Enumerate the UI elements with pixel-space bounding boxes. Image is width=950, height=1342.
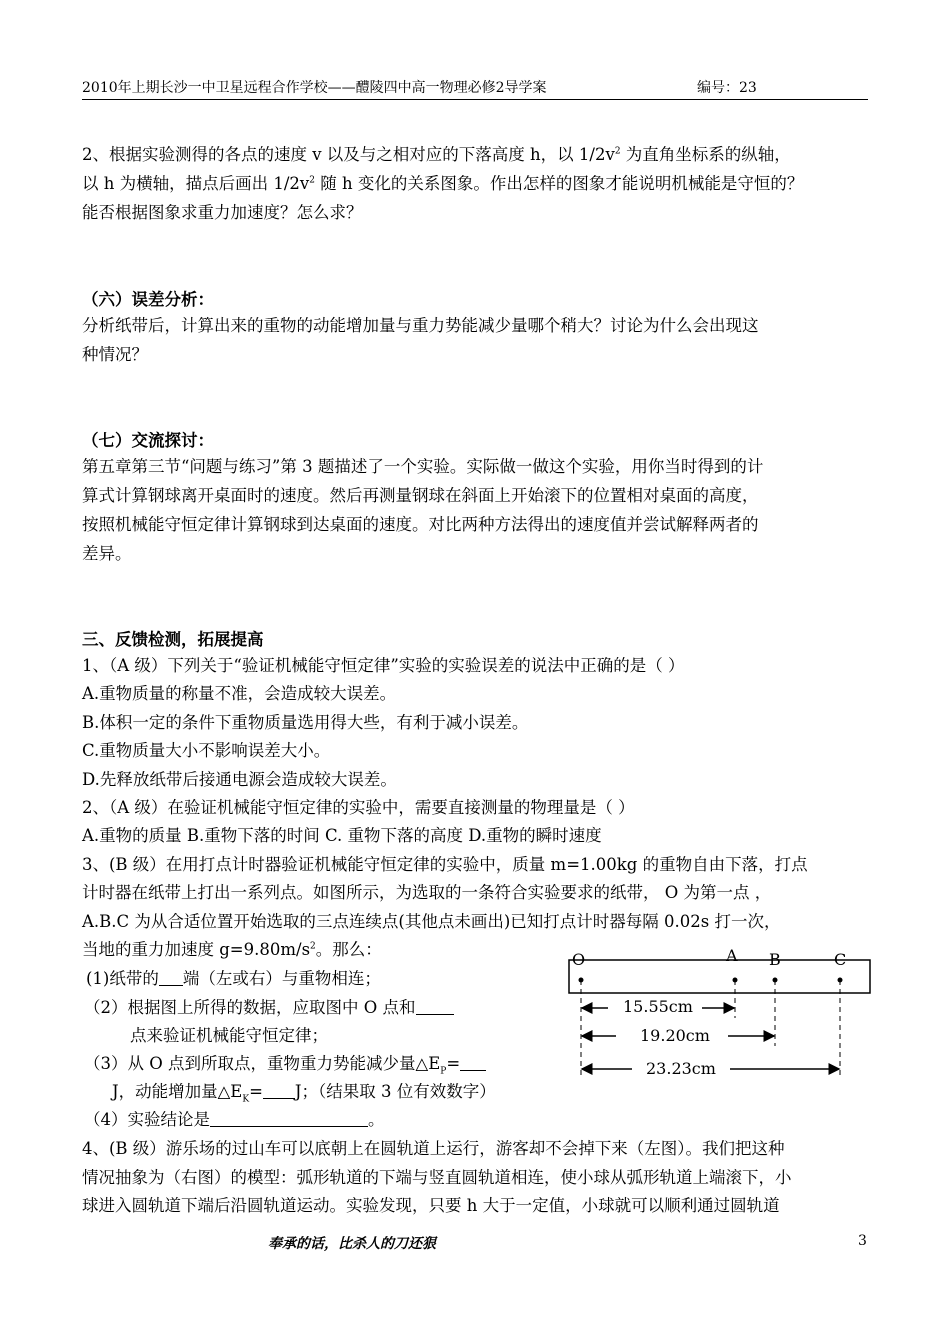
distance-ob: 19.20cm: [640, 1026, 710, 1045]
section-3-title: 三、反馈检测，拓展提高: [82, 630, 264, 649]
q3-part-4: （4）实验结论是 。: [84, 1110, 385, 1129]
answer-blank[interactable]: [210, 1110, 368, 1127]
q4-line-2: 情况抽象为（右图）的模型：弧形轨道的下端与竖直圆轨道相连，使小球从弧形轨道上端滚下，小: [82, 1168, 792, 1187]
q3-line-3: A.B.C 为从合适位置开始选取的三点连续点(其他点未画出)已知打点计时器每隔 0.02s 打一次，: [82, 912, 781, 931]
q2-stem: 2、（A 级）在验证机械能守恒定律的实验中，需要直接测量的物理量是（ ）: [82, 798, 635, 817]
page-header: [82, 77, 868, 100]
q3-part-2a: （2）根据图上所得的数据，应取图中 O 点和: [84, 998, 454, 1018]
q1-option-c: C.重物质量大小不影响误差大小。: [82, 741, 331, 760]
q3-part-2b: 点来验证机械能守恒定律；: [130, 1026, 328, 1045]
answer-blank[interactable]: [263, 1082, 295, 1099]
q1-option-b: B.体积一定的条件下重物质量选用得大些，有利于减小误差。: [82, 713, 529, 732]
section-6-line-2: 种情况？: [82, 345, 148, 364]
q3-part-1: (1)纸带的 端（左或右）与重物相连；: [86, 969, 381, 988]
section-7-line-4: 差异。: [82, 544, 132, 563]
section-7-line-1: 第五章第三节“问题与练习”第 3 题描述了一个实验。实际做一做这个实验，用你当时得到的计: [82, 457, 764, 476]
section-7-line-3: 按照机械能守恒定律计算钢球到达桌面的速度。对比两种方法得出的速度值并尝试解释两者的: [82, 515, 759, 534]
distance-oa: 15.55cm: [623, 997, 693, 1016]
answer-blank[interactable]: [460, 1054, 486, 1071]
q3-line-1: 3、(B 级）在用打点计时器验证机械能守恒定律的实验中，质量 m=1.00kg 的重物自由下落，打点: [82, 855, 808, 874]
q2-line-1: 2、根据实验测得的各点的速度 v 以及与之相对应的下落高度 h，以 $1/2v^2$ 为直角坐标系的纵轴，: [82, 145, 791, 164]
distance-oc: 23.23cm: [646, 1059, 716, 1078]
q4-line-1: 4、(B 级）游乐场的过山车可以底朝上在圆轨道上运行，游客却不会掉下来（左图）。我们把这种: [82, 1139, 785, 1158]
paper-tape: [569, 960, 870, 993]
q1-option-d: D.先释放纸带后接通电源会造成较大误差。: [82, 770, 397, 789]
answer-blank[interactable]: [416, 998, 454, 1015]
q3-part-3a: （3）从 O 点到所取点，重物重力势能减少量$\triangle E_P=$: [84, 1054, 486, 1074]
q3-line-2: 计时器在纸带上打出一系列点。如图所示，为选取的一条符合实验要求的纸带， O 为第一点 ，: [82, 883, 772, 902]
header-number: 编号：23: [697, 80, 757, 96]
q4-line-3: 球进入圆轨道下端后沿圆轨道运动。实验发现，只要 h 大于一定值，小球就可以顺利通过圆轨道: [82, 1196, 780, 1215]
paper-tape-figure: [560, 946, 880, 1090]
q3-line-4: 当地的重力加速度 $g=9.80m/s^2$。那么：: [82, 940, 382, 959]
label-c: C: [834, 950, 847, 969]
answer-blank[interactable]: [159, 969, 183, 986]
q2-options: A.重物的质量 B.重物下落的时间 C. 重物下落的高度 D.重物的瞬时速度: [82, 826, 602, 845]
header-title: 2010年上期长沙一中卫星远程合作学校——醴陵四中高一物理必修2导学案: [82, 80, 547, 96]
label-o: O: [572, 950, 586, 969]
q1-stem: 1、（A 级）下列关于“验证机械能守恒定律”实验的实验误差的说法中正确的是（ ）: [82, 656, 685, 675]
section-6-title: （六）误差分析：: [82, 290, 214, 309]
q2-line-3: 能否根据图象求重力加速度？怎么求？: [82, 203, 363, 222]
page-number: 3: [858, 1233, 867, 1249]
q2-line-2: 以 h 为横轴，描点后画出 $1/2v^2$ 随 h 变化的关系图象。作出怎样的图象才能说明机械能是守恒的？: [82, 174, 804, 193]
label-b: B: [769, 950, 781, 969]
section-6-line-1: 分析纸带后，计算出来的重物的动能增加量与重力势能减少量哪个稍大？讨论为什么会出现这: [82, 316, 759, 335]
paper-tape-diagram: [560, 950, 880, 1090]
section-7-title: （七）交流探讨：: [82, 431, 214, 450]
q3-part-3b: J，动能增加量$\triangle E_K= J$；（结果取 3 位有效数字）: [112, 1082, 496, 1105]
footer-motto: 奉承的话，比杀人的刀还狠: [268, 1236, 436, 1252]
section-7-line-2: 算式计算钢球离开桌面时的速度。然后再测量钢球在斜面上开始滚下的位置相对桌面的高度，: [82, 486, 759, 505]
q1-option-a: A.重物质量的称量不准，会造成较大误差。: [82, 684, 397, 703]
label-a: A: [726, 946, 738, 965]
